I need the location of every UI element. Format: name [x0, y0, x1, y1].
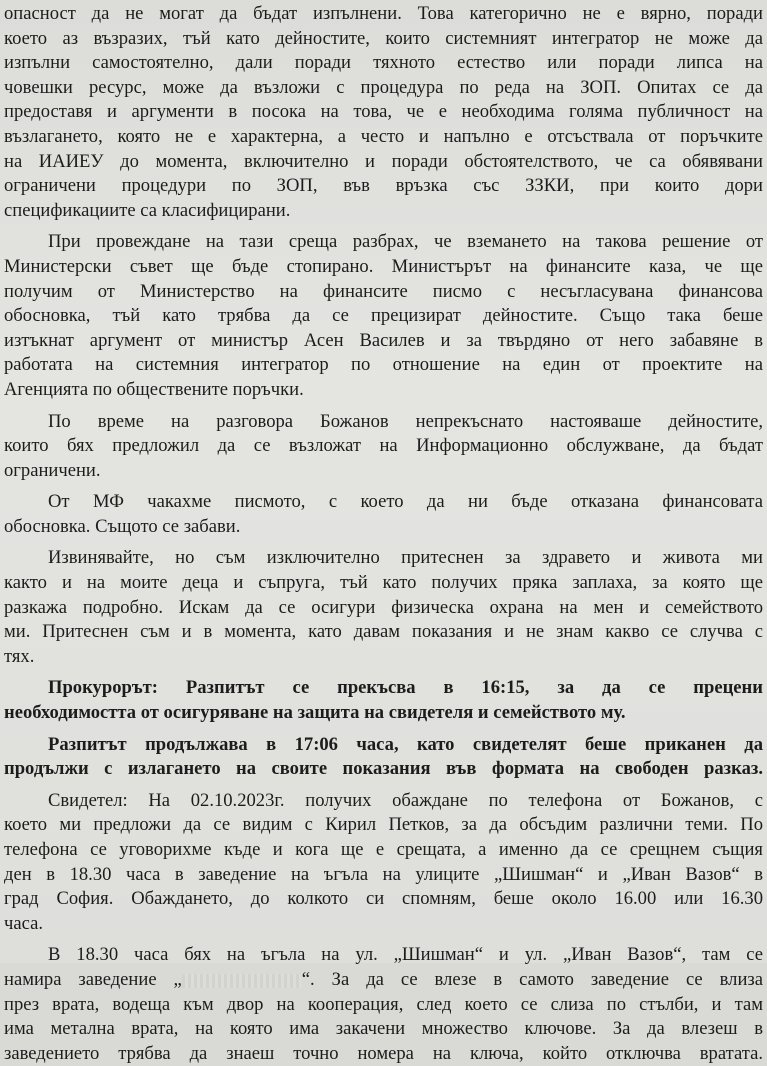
paragraph-witness-statement [4, 789, 763, 937]
text-line: ми. Притеснен съм и в момента, като давам показания и не знам какво се случва с [4, 621, 763, 643]
paragraph-4 [4, 490, 763, 539]
paragraph-1 [4, 2, 763, 223]
paragraph-resume-note [4, 733, 763, 782]
text-line: обосновка. Същото се забави. [4, 515, 241, 537]
text-line: на ИАИЕУ до момента, включително и поради обстоятелството, че са обявявани [4, 150, 763, 172]
text-line: необходимостта от осигуряване на защита на свидетеля и семейството му. [4, 702, 626, 724]
text-line-redacted [4, 968, 763, 993]
text-line: обосновка, тъй като трябва да се прецизират дейностите. Също така беше [4, 305, 763, 327]
text-line: Агенцията по обществените поръчки. [4, 378, 304, 400]
text-line: през врата, водеща към двор на кооперация, след което се слиза по стълби, и там [4, 993, 763, 1015]
text-line: От МФ чакахме писмото, с което да ни бъде отказана финансовата [48, 491, 763, 513]
text-line: заведението трябва да знаеш точно номера на ключа, който отключва вратата. [4, 1042, 763, 1064]
text-line: работата на системния интегратор по отношение на един от проектите на [4, 354, 763, 376]
text-line: град София. Обаждането, до колкото си спомням, беше около 16.00 или 16.30 [4, 888, 763, 910]
text-line: човешки ресурс, може да възложи с процедура по реда на ЗОП. Опитах се да [4, 76, 763, 98]
text-line: При провеждане на тази среща разбрах, че вземането на такова решение от [48, 231, 763, 253]
text-line: Разпитът продължава в 17:06 часа, като свидетелят беше приканен да [48, 733, 763, 755]
text-line: телефона се уговорихме къде и кога ще е срещата, а именно да се срещнем същия [4, 839, 763, 860]
text-fragment: намира заведение „ [4, 968, 182, 990]
text-line: часа. [4, 912, 43, 934]
paragraph-prosecutor-note [4, 676, 763, 725]
text-line: тях. [4, 645, 35, 667]
text-line: както и на моите деца и съпруга, тъй като получих пряка заплаха, за която ще [4, 572, 763, 594]
text-line: получим от Министерство на финансите писмо с несъгласувана финансова [4, 280, 763, 302]
redacted-venue-name [182, 974, 302, 988]
text-line: има метална врата, на която има закачени множество ключове. За да влезеш в [4, 1018, 763, 1040]
paragraph-3 [4, 410, 763, 484]
text-line: разкажа подробно. Искам да се осигури физическа охрана на мен и семейството [4, 596, 763, 618]
text-line: изпълни самостоятелно, дали поради тяхното естество или поради липса на [4, 52, 763, 74]
text-line: ден в 18.30 часа в заведение на ъгъла на улиците „Шишман“ и „Иван Вазов“ в [4, 863, 763, 885]
text-line: Министерски съвет ще бъде стопирано. Министърът на финансите каза, че ще [4, 255, 763, 277]
paragraph-venue [4, 943, 763, 1066]
text-line: Свидетел: На 02.10.2023г. получих обаждане по телефона от Божанов, с [48, 789, 763, 811]
text-line: което ми предложи да се видим с Кирил Петков, за да обсъдим различни теми. По [4, 814, 763, 836]
paragraph-2 [4, 230, 763, 402]
text-line: ограничени процедури по ЗОП, във връзка със ЗЗКИ, при които дори [4, 175, 763, 197]
text-line: Прокурорът: Разпитът се прекъсва в 16:15, за да се прецени [48, 677, 763, 699]
text-line: възлагането, която не е характерна, а често и напълно е отсъствала от поръчките [4, 125, 763, 147]
text-line: В 18.30 часа бях на ъгъла на ул. „Шишман“ и ул. „Иван Вазов“, там се [48, 944, 763, 966]
text-line: което аз възразих, тъй като дейностите, които системният интегратор не може да [4, 27, 763, 49]
text-line: опасност да не могат да бъдат изпълнени. Това категорично не е вярно, поради [4, 3, 763, 24]
text-line: продължи с излагането на своите показания във формата на свободен разказ. [4, 758, 763, 780]
text-line: предоставя и аргументи в посока на това, че е необходима голяма публичност на [4, 101, 763, 123]
paragraph-5 [4, 546, 763, 669]
text-line: изтъкнат аргумент от министър Асен Василев и за твърдяно от него забавяне в [4, 329, 763, 351]
text-line: Извинявайте, но съм изключително притеснен за здравето и живота ми [48, 547, 763, 569]
text-line: които бях предложил да се възложат на Информационно обслужване, да бъдат [4, 435, 763, 457]
text-fragment: “. За да се влезе в самото заведение се влиза [301, 968, 763, 990]
text-line: спецификациите са класифицирани. [4, 199, 291, 221]
text-line: По време на разговора Божанов непрекъснато настояваше дейностите, [48, 410, 763, 432]
text-line: ограничени. [4, 459, 101, 481]
